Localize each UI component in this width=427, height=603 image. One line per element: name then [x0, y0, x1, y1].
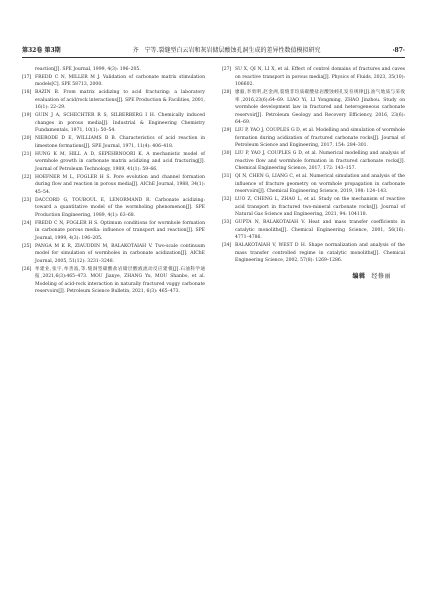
reference-item [22, 135, 205, 150]
reference-item [22, 89, 205, 112]
reference-text: SU X, QI N, LI X, et al. Effect of control domains of fractures and caves on reactive transport in porous media[J]. Physics of Fluids, 2023, 35(10): 106602. [235, 67, 405, 87]
reference-item [222, 66, 405, 89]
reference-item [22, 197, 205, 220]
reference-number: [19] [22, 113, 32, 118]
reference-item [222, 89, 405, 127]
reference-text: FREDD C N, MILLER M J. Validation of carbonate matrix stimulation models[C]. SPE 58713, 2000. [35, 74, 205, 87]
reference-item [22, 243, 205, 266]
reference-item [222, 196, 405, 219]
reference-text: 牟建业,张宇,牟善波,等.缝洞型碳酸盐岩储层酸液流动反应建模[J].石油科学通报,2021,6(3):465–473. MOU Jianye, ZHANG Yu, MOU Shanbo, et al. Modeling of acid-rock interaction in naturally fractured vuggy carbonate reservoirs[J]. Petroleum Science Bulletin, 2021, 6(3): 465–473. [35, 266, 205, 294]
reference-number: [26] [22, 266, 32, 272]
page-number: ·87· [392, 47, 405, 54]
reference-number: [17] [22, 74, 32, 80]
right-column [222, 66, 405, 296]
reference-text: LIU P, YAO J, COUPLES G D, et al. Numerical modelling and analysis of reactive flow and wormhole formation in fractured carbonate rocks[J]. Chemical Engineering Science, 2017, 172: 143–157. [235, 151, 405, 171]
editor-name: 经修丽 [371, 272, 391, 280]
reference-text: HOEFNER M L, FOGLER H S. Pore evolution and channel formation during flow and reaction in porous media[J]. AIChE Journal, 1988, 34(1): 45–54. [35, 174, 205, 195]
editor-label: 编辑 [352, 272, 366, 280]
reference-number: [20] [22, 136, 32, 141]
reference-text: GUIN J A, SCHECHTER R S, SILBERBERG I H. Chemically induced changes in porous media[J]. Industrial & Engineering Chemistry Fundamentals, 1971, 10(1): 50–54. [35, 113, 205, 133]
reference-text: FREDD C N, FOGLER H S. Optimum conditions for wormhole formation in carbonate porous media: influence of transport and reaction[J]. SPE Journal, 1999, 4(3): 196–205. [35, 220, 205, 241]
reference-number: [30] [222, 151, 232, 156]
reference-text: BALAKOTAIAH V, WEST D H. Shape normalization and analysis of the mass transfer controlled regime in catalytic monoliths[J]. Chemical Engineering Science, 2002, 57(8): 1269–1286. [235, 243, 405, 263]
reference-item [22, 174, 205, 197]
reference-item [22, 112, 205, 135]
reference-item [22, 151, 205, 174]
reference-item [22, 220, 205, 243]
reference-number: [27] [222, 67, 232, 72]
reference-item [222, 150, 405, 173]
reference-text: LIU P, YAO J, COUPLES G D, et al. Modelling and simulation of wormhole formation during acidization of fractured carbonate rocks[J]. Journal of Petroleum Science and Engineering, 2017, 154: 284–301. [235, 128, 405, 148]
reference-number: [21] [22, 151, 32, 157]
reference-number: [34] [222, 243, 232, 248]
reference-number: [25] [22, 243, 32, 249]
reference-number: [31] [222, 174, 232, 179]
reference-number: [24] [22, 220, 32, 226]
reference-number: [29] [222, 128, 232, 133]
reference-item [222, 219, 405, 242]
reference-number: [33] [222, 220, 232, 225]
reference-item [222, 173, 405, 196]
reference-number: [22] [22, 174, 32, 180]
reference-number: [23] [22, 197, 32, 203]
running-title: 齐 宁等.裂缝型白云岩和灰岩储层酸蚀孔洞生成的差异性数值模拟研究 [132, 47, 321, 54]
reference-text: HUNG K M, HILL A D, SEPEHRNOORI K. A mechanistic model of wormhole growth in carbonate matrix acidizing and acid fracturing[J]. Journal of Petroleum Technology, 1989, 41(1): 59–66. [35, 151, 205, 172]
reference-text: QI N, CHEN G, LIANG C, et al. Numerical simulation and analysis of the influence of fracture geometry on wormhole propagation in carbonate reservoirs[J]. Chemical Engineering Science, 2019, 198: 124–143. [235, 174, 405, 194]
reference-text: PANGA M K R, ZIAUDDIN M, BALAKOTAIAH V. Two-scale continuum model for simulation of wormholes in carbonate acidization[J]. AIChE Journal, 2005, 51(12): 3231–3248. [35, 243, 205, 264]
reference-item [222, 127, 405, 150]
reference-number: [28] [222, 90, 232, 95]
reference-item [22, 266, 205, 296]
reference-continuation: reaction[J]. SPE Journal, 1999, 4(3): 196–205. [35, 67, 141, 72]
running-header [22, 42, 405, 58]
reference-text: GUPTA N, BALAKOTAIAH V. Heat and mass transfer coefficients in catalytic monoliths[J]. Chemical Engineering Science, 2001, 56(16): 4771–4786. [235, 220, 405, 240]
reference-item [22, 74, 205, 89]
volume-issue: 第32卷 第3期 [22, 47, 61, 54]
reference-text: DACCORD G, TOUBOUL E, LENORMAND R. Carbonate acidizing: toward a quantitative model of the wormholing phenomenon[J]. SPE Production Engineering, 1989, 4(1): 63–68. [35, 197, 205, 218]
reference-text: NIERODE D E, WILLIAMS B B. Characteristics of acid reaction in limestone formations[J]. SPE Journal, 1971, 11(4): 406–418. [35, 136, 205, 149]
reference-text: BAZIN B. From matrix acidizing to acid fracturing: a laboratory evaluation of acid/rock interactions[J]. SPE Production & Facilities, 2001, 16(1): 22–29. [35, 90, 205, 110]
reference-item [222, 242, 405, 265]
reference-text: 廖毅,李勇明,赵金洲,裂缝非均质碳酸盐岩酸蚀蚓孔发育规律[J].油气地质与采收率,2016,23(6):64–69. LIAO Yi, LI Yongming, ZHAO Jinzhou. Study on wormhole development law in fractured and heterogeneous carbonate reservoir[J]. Petroleum Geology and Recovery Efficiency, 2016, 23(6): 64–69. [235, 90, 405, 125]
reference-number: [32] [222, 197, 232, 202]
reference-text: LUO Z, CHENG L, ZHAO L, et al. Study on the mechanism of reactive acid transport in fractured two-mineral carbonate rocks[J]. Journal of Natural Gas Science and Engineering, 2021, 94: 104118. [235, 197, 405, 217]
reference-number: [18] [22, 90, 32, 95]
editor-credit [222, 271, 405, 280]
left-column [22, 66, 205, 296]
references-body [22, 66, 405, 296]
